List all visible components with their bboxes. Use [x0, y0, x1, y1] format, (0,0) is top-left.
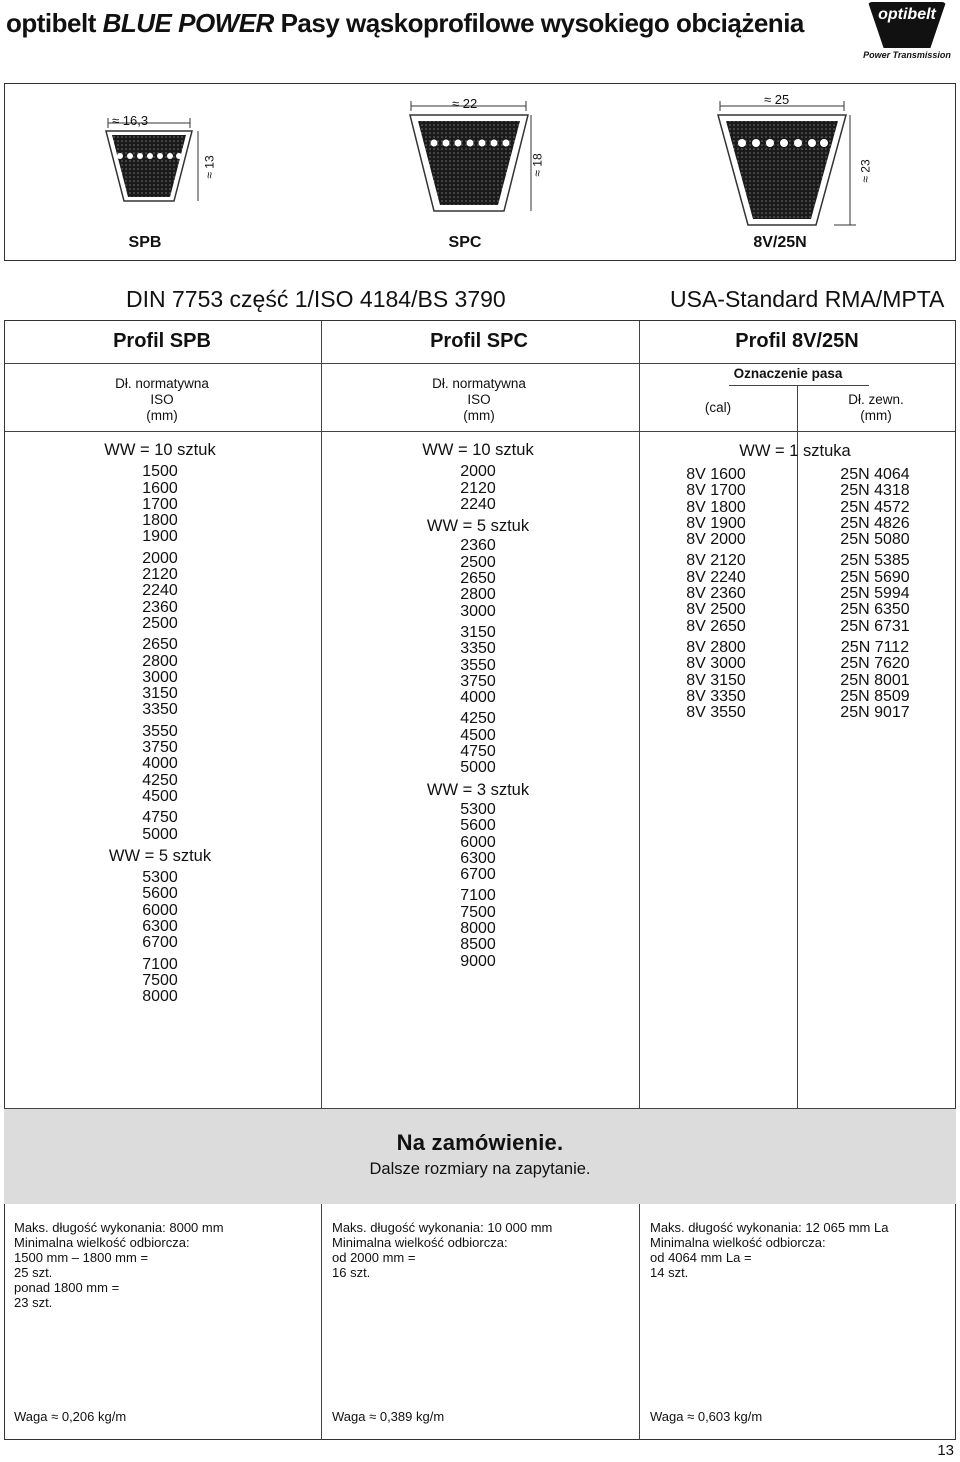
length-value: 5300 — [142, 869, 178, 887]
length-value: 2000 — [460, 463, 496, 481]
length-value: 8V 2000 — [686, 531, 746, 549]
length-value: 8V 3150 — [686, 671, 746, 689]
length-value: 8V 3550 — [686, 704, 746, 722]
length-value: 8V 3000 — [686, 655, 746, 673]
length-value: 2500 — [460, 553, 496, 571]
8v-label: 8V/25N — [753, 234, 807, 251]
length-value: 25N 4318 — [840, 482, 910, 500]
spb-ww2: WW = 5 sztuk — [108, 846, 212, 865]
info-line: 16 szt. — [332, 1265, 371, 1280]
length-value: 4250 — [142, 771, 178, 789]
length-value: 4750 — [460, 743, 496, 761]
order-subtitle: Dalsze rozmiary na zapytanie. — [369, 1160, 591, 1178]
info-line: ponad 1800 mm = — [14, 1280, 120, 1295]
length-value: 8000 — [142, 988, 178, 1006]
length-value: 5300 — [460, 800, 496, 818]
value-group — [820, 553, 930, 634]
length-value: 6700 — [460, 866, 496, 884]
value-group — [820, 640, 930, 721]
length-value: 8V 1700 — [686, 482, 746, 500]
length-value: 3550 — [142, 722, 178, 740]
length-value: 3150 — [142, 685, 178, 703]
length-value: 2000 — [142, 549, 178, 567]
length-value: 3750 — [142, 739, 178, 757]
info-line: Maks. długość wykonania: 10 000 mm — [332, 1220, 553, 1235]
length-value: 25N 4572 — [840, 498, 910, 516]
length-value: 5600 — [460, 817, 496, 835]
length-value: 3150 — [460, 623, 496, 641]
length-value: 2800 — [142, 652, 178, 670]
value-group — [418, 538, 538, 619]
spc-info — [332, 1220, 632, 1280]
info-line: Minimalna wielkość odbiorcza: — [650, 1235, 826, 1250]
value-group — [100, 870, 220, 951]
length-value: 4750 — [142, 809, 178, 827]
length-value: 7100 — [142, 955, 178, 973]
product-name: BLUE POWER — [102, 8, 274, 38]
length-value: 4000 — [142, 755, 178, 773]
length-value: 6000 — [460, 833, 496, 851]
profile-spc-heading: Profil SPC — [430, 330, 528, 352]
length-value: 8V 2120 — [686, 552, 746, 570]
length-value: 25N 5385 — [840, 552, 910, 570]
value-group — [666, 467, 766, 548]
logo-text: optibelt — [878, 6, 936, 23]
length-value: 25N 6731 — [840, 617, 910, 635]
spb-info — [14, 1220, 314, 1310]
order-title: Na zamówienie. — [396, 1130, 564, 1155]
info-line: 1500 mm – 1800 mm = — [14, 1250, 149, 1265]
value-group — [100, 637, 220, 718]
length-value: 2360 — [142, 598, 178, 616]
length-value: 3550 — [460, 656, 496, 674]
length-value: 7500 — [142, 971, 178, 989]
value-group — [100, 724, 220, 805]
8v-ww: WW = 1 sztuka — [739, 442, 851, 460]
length-value: 2650 — [142, 636, 178, 654]
value-group — [418, 802, 538, 883]
value-group — [666, 553, 766, 634]
length-value: 25N 8001 — [840, 671, 910, 689]
spc-ww1: WW = 10 sztuk — [422, 441, 534, 459]
8v-cal-designations — [666, 467, 766, 726]
profile-8v-heading: Profil 8V/25N — [735, 330, 859, 352]
value-group — [100, 551, 220, 632]
page-header — [6, 8, 804, 39]
length-value: 25N 6350 — [840, 601, 910, 619]
spc-weight: Waga ≈ 0,389 kg/m — [332, 1409, 445, 1424]
info-line: 14 szt. — [650, 1265, 689, 1280]
length-value: 7100 — [460, 887, 496, 905]
8v-height-dim: ≈ 23 — [858, 159, 873, 183]
length-value: 25N 7112 — [840, 638, 910, 656]
spb-height-dim: ≈ 13 — [202, 155, 217, 179]
info-line: od 4064 mm La = — [650, 1250, 752, 1265]
length-value: 9000 — [460, 952, 496, 970]
spc-column-header: Dł. normatywna ISO (mm) — [432, 376, 526, 423]
length-value: 1600 — [142, 479, 178, 497]
spb-weight: Waga ≈ 0,206 kg/m — [14, 1409, 127, 1424]
length-value: 6700 — [142, 934, 178, 952]
page-title: Pasy wąskoprofilowe wysokiego obciążenia — [280, 8, 804, 38]
length-value: 2650 — [460, 570, 496, 588]
spc-label: SPC — [448, 234, 482, 251]
brand-name: optibelt — [6, 8, 96, 38]
length-value: 3750 — [460, 672, 496, 690]
spb-width-dim: ≈ 16,3 — [112, 113, 149, 128]
length-value: 5600 — [142, 885, 178, 903]
length-value: 25N 7620 — [840, 655, 910, 673]
length-value: 8V 2500 — [686, 601, 746, 619]
spb-ww1: WW = 10 sztuk — [104, 441, 216, 459]
spc-ww3: WW = 3 sztuk — [426, 780, 530, 799]
length-value: 25N 4826 — [840, 514, 910, 532]
value-group — [100, 464, 220, 545]
length-value: 1800 — [142, 512, 178, 530]
spc-cross-section — [410, 101, 531, 211]
8v-info — [650, 1220, 950, 1280]
length-value: 6300 — [142, 918, 178, 936]
length-value: 25N 4064 — [840, 466, 910, 483]
info-line: Maks. długość wykonania: 8000 mm — [14, 1220, 224, 1235]
length-value: 7500 — [460, 903, 496, 921]
belt-designation-header: Oznaczenie pasa — [733, 366, 843, 381]
spb-lengths — [100, 442, 220, 1011]
value-group — [418, 888, 538, 969]
length-value: 3000 — [142, 668, 178, 686]
length-value: 4250 — [460, 710, 496, 728]
spc-height-dim: ≈ 18 — [530, 153, 545, 177]
ext-length-header: Dł. zewn. (mm) — [848, 392, 904, 423]
length-value: 2360 — [460, 537, 496, 555]
8v-width-dim: ≈ 25 — [764, 92, 790, 107]
value-group — [820, 467, 930, 548]
value-group — [666, 640, 766, 721]
profile-spb-heading: Profil SPB — [113, 330, 211, 352]
length-value: 2120 — [460, 479, 496, 497]
logo-subtitle: Power Transmission — [863, 50, 951, 60]
spb-label: SPB — [128, 234, 162, 251]
length-value: 8V 2800 — [686, 638, 746, 656]
length-value: 3350 — [142, 701, 178, 719]
length-value: 5000 — [142, 825, 178, 843]
length-value: 3000 — [460, 602, 496, 620]
length-value: 3350 — [460, 640, 496, 658]
value-group — [100, 957, 220, 1006]
optibelt-logo — [856, 2, 958, 60]
length-value: 25N 8509 — [840, 687, 910, 705]
info-line: Minimalna wielkość odbiorcza: — [14, 1235, 190, 1250]
spb-cross-section — [106, 118, 198, 201]
spc-width-dim: ≈ 22 — [452, 96, 478, 111]
length-value: 4000 — [460, 689, 496, 707]
info-line: 25 szt. — [14, 1265, 53, 1280]
spc-lengths — [418, 442, 538, 975]
length-value: 25N 5994 — [840, 585, 910, 603]
value-group — [418, 464, 538, 513]
page-number: 13 — [937, 1442, 954, 1459]
din-standard-title: DIN 7753 część 1/ISO 4184/BS 3790 — [126, 286, 506, 312]
value-group — [418, 711, 538, 776]
length-value: 2240 — [142, 582, 178, 600]
25n-mm-designations — [820, 467, 930, 726]
8v-weight: Waga ≈ 0,603 kg/m — [650, 1409, 763, 1424]
length-value: 2120 — [142, 566, 178, 584]
length-value: 1700 — [142, 495, 178, 513]
length-value: 2500 — [142, 614, 178, 632]
length-value: 1500 — [142, 463, 178, 481]
length-value: 8V 2360 — [686, 585, 746, 603]
cal-column-header: (cal) — [704, 400, 732, 415]
length-value: 2240 — [460, 495, 496, 513]
value-group — [100, 810, 220, 843]
length-value: 2800 — [460, 586, 496, 604]
value-group — [418, 625, 538, 706]
length-value: 6000 — [142, 901, 178, 919]
length-value: 8V 2650 — [686, 617, 746, 635]
length-value: 4500 — [460, 726, 496, 744]
length-value: 25N 9017 — [840, 704, 910, 722]
length-value: 4500 — [142, 787, 178, 805]
info-line: Maks. długość wykonania: 12 065 mm La — [650, 1220, 889, 1235]
length-value: 8V 2240 — [686, 568, 746, 586]
info-line: 23 szt. — [14, 1295, 53, 1310]
length-value: 25N 5690 — [840, 568, 910, 586]
spc-ww2: WW = 5 sztuk — [426, 517, 530, 536]
order-banner — [4, 1108, 956, 1204]
length-value: 8000 — [460, 920, 496, 938]
8v-cross-section — [718, 101, 856, 225]
length-value: 5000 — [460, 759, 496, 777]
spb-column-header: Dł. normatywna ISO (mm) — [115, 376, 209, 423]
length-value: 1900 — [142, 528, 178, 546]
length-value: 8V 1800 — [686, 498, 746, 516]
info-line: Minimalna wielkość odbiorcza: — [332, 1235, 508, 1250]
length-value: 25N 5080 — [840, 531, 910, 549]
length-value: 6300 — [460, 849, 496, 867]
length-value: 8V 1600 — [686, 466, 746, 483]
length-value: 8V 3350 — [686, 687, 746, 705]
usa-standard-title: USA-Standard RMA/MPTA — [670, 286, 945, 312]
length-value: 8500 — [460, 936, 496, 954]
info-line: od 2000 mm = — [332, 1250, 416, 1265]
length-value: 8V 1900 — [686, 514, 746, 532]
